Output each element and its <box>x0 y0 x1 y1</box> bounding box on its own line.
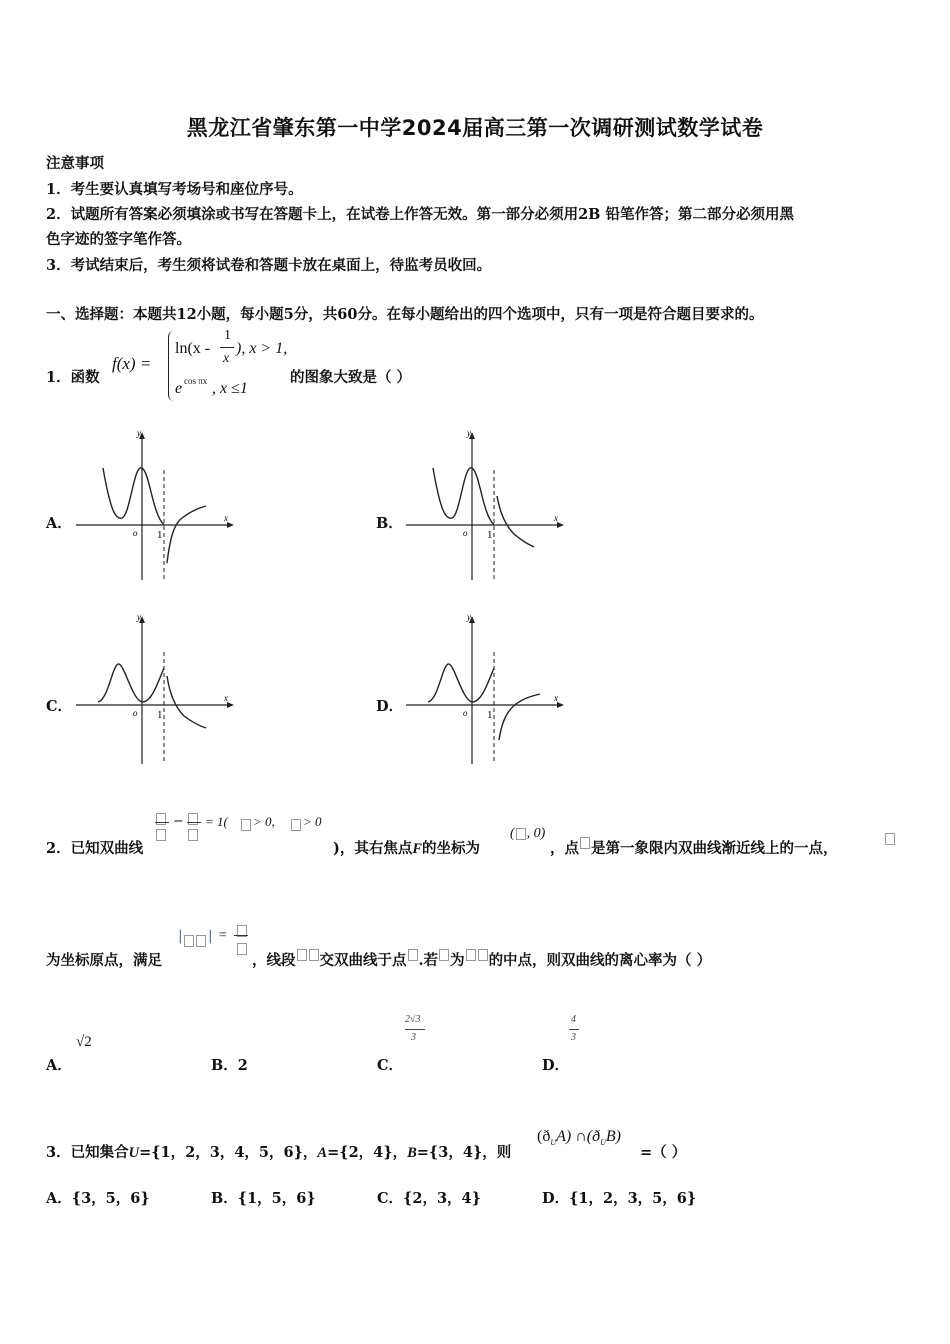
q1-frac-line <box>220 347 234 348</box>
q2-origin-glyph <box>884 828 896 847</box>
q1-graph-d <box>400 612 570 772</box>
q1-option-d[interactable]: D． <box>376 698 404 715</box>
q2-cond: > 0, <box>253 814 275 829</box>
placeholder-glyph <box>241 819 251 831</box>
q2-option-c[interactable]: C． <box>377 1057 404 1074</box>
notice-heading: 注意事项 <box>46 155 104 172</box>
q2-line1-end: ，点 是第一象限内双曲线渐近线上的一点， <box>550 837 838 858</box>
axis-x: x <box>224 693 228 703</box>
axis-x: x <box>554 513 558 523</box>
axis-origin: o <box>463 708 468 718</box>
axis-origin: o <box>463 528 468 538</box>
axis-one: 1 <box>487 529 493 541</box>
q1-case2-exp: cos πx <box>184 376 208 386</box>
page-title: 黑龙江省肇东第一中学2024届高三第一次调研测试数学试卷 <box>186 116 764 140</box>
q3-suffix: =（ ） <box>640 1144 687 1161</box>
notice-item-2: 2．试题所有答案必须填涂或书写在答题卡上，在试卷上作答无效。第一部分必须用2B 铅笔作答；第二部分必须用黑 <box>46 206 794 223</box>
q3-option-b[interactable]: B．{1，5，6} <box>211 1190 316 1207</box>
q2-option-d-num: 4 <box>571 1014 576 1025</box>
axis-y: y <box>137 612 141 622</box>
axis-y: y <box>467 612 471 622</box>
q3-option-d[interactable]: D．{1，2，3，5，6} <box>542 1190 697 1207</box>
axis-x: x <box>554 693 558 703</box>
section-heading: 一、选择题：本题共12小题，每小题5分，共60分。在每小题给出的四个选项中，只有一项是符合题目要求的。 <box>46 306 764 323</box>
axis-x: x <box>224 513 228 523</box>
q1-case1-den: x <box>223 351 230 366</box>
axis-one: 1 <box>157 529 163 541</box>
q1-option-a[interactable]: A． <box>46 515 72 532</box>
q3-expression: $(ð_UA)$ $\cap(ð_UB)$ <box>537 1128 621 1148</box>
q3-option-a[interactable]: A．{3，5，6} <box>46 1190 150 1207</box>
q2-prefix: 2．已知双曲线 <box>46 840 144 857</box>
q2-line2-a: 为坐标原点，满足 <box>46 952 162 969</box>
q2-option-c-num: 2√3 <box>405 1014 421 1025</box>
q1-graph-b <box>400 428 570 588</box>
q1-function: f(x) = <box>112 354 152 373</box>
axis-origin: o <box>133 528 138 538</box>
placeholder-glyph <box>291 819 301 831</box>
q2-option-a[interactable]: A． <box>46 1057 72 1074</box>
q1-case2-base: e <box>175 380 183 397</box>
q2-option-b[interactable]: B．2 <box>211 1057 248 1074</box>
q2-option-c-den: 3 <box>411 1032 416 1043</box>
q2-option-d-den: 3 <box>571 1032 576 1043</box>
q2-eq-tail: = 1( <box>205 814 228 829</box>
q2-line1-mid: )，其右焦点F的坐标为 <box>333 840 481 857</box>
q1-option-c[interactable]: C． <box>46 698 73 715</box>
placeholder-glyph <box>188 829 198 841</box>
q2-option-d-line <box>569 1029 579 1030</box>
axis-y: y <box>137 428 141 438</box>
q1-graph-c <box>70 612 240 772</box>
q1-case1-num: 1 <box>224 328 231 343</box>
q1-prefix: 1．函数 <box>46 369 100 386</box>
q2-option-a-value: √2 <box>76 1034 92 1050</box>
q1-case1-a: ln(x - <box>175 340 211 357</box>
q1-case1-b: ), x > 1, <box>236 340 288 357</box>
q3-text: 3．已知集合U={1，2，3，4，5，6}，A={2，4}，B={3，4}，则 <box>46 1144 512 1161</box>
axis-one: 1 <box>157 709 163 721</box>
notice-item-2-cont: 色字迹的签字笔作答。 <box>46 231 191 248</box>
q2-cond2: > 0 <box>303 814 322 829</box>
q2-option-d[interactable]: D． <box>542 1057 570 1074</box>
axis-one: 1 <box>487 709 493 721</box>
q1-case2-cond: , x ≤1 <box>212 380 248 397</box>
q1-graph-a <box>70 428 240 588</box>
notice-item-3: 3．考试结束后，考生须将试卷和答题卡放在桌面上，待监考员收回。 <box>46 257 492 274</box>
axis-origin: o <box>133 708 138 718</box>
q2-option-c-line <box>405 1029 425 1030</box>
q3-option-c[interactable]: C．{2，3，4} <box>377 1190 481 1207</box>
placeholder-glyph <box>156 829 166 841</box>
q1-option-b[interactable]: B． <box>376 515 403 532</box>
notice-item-1: 1．考生要认真填写考场号和座位序号。 <box>46 181 303 198</box>
q2-line2-rest: ，线段 交双曲线于点 .若 为 的中点，则双曲线的离心率为（ ） <box>252 949 711 970</box>
q2-option-b-value: 2 <box>237 1057 248 1074</box>
axis-y: y <box>467 428 471 438</box>
q1-suffix: 的图象大致是（ ） <box>290 369 412 386</box>
q2-coord: ( , 0) <box>510 826 546 841</box>
